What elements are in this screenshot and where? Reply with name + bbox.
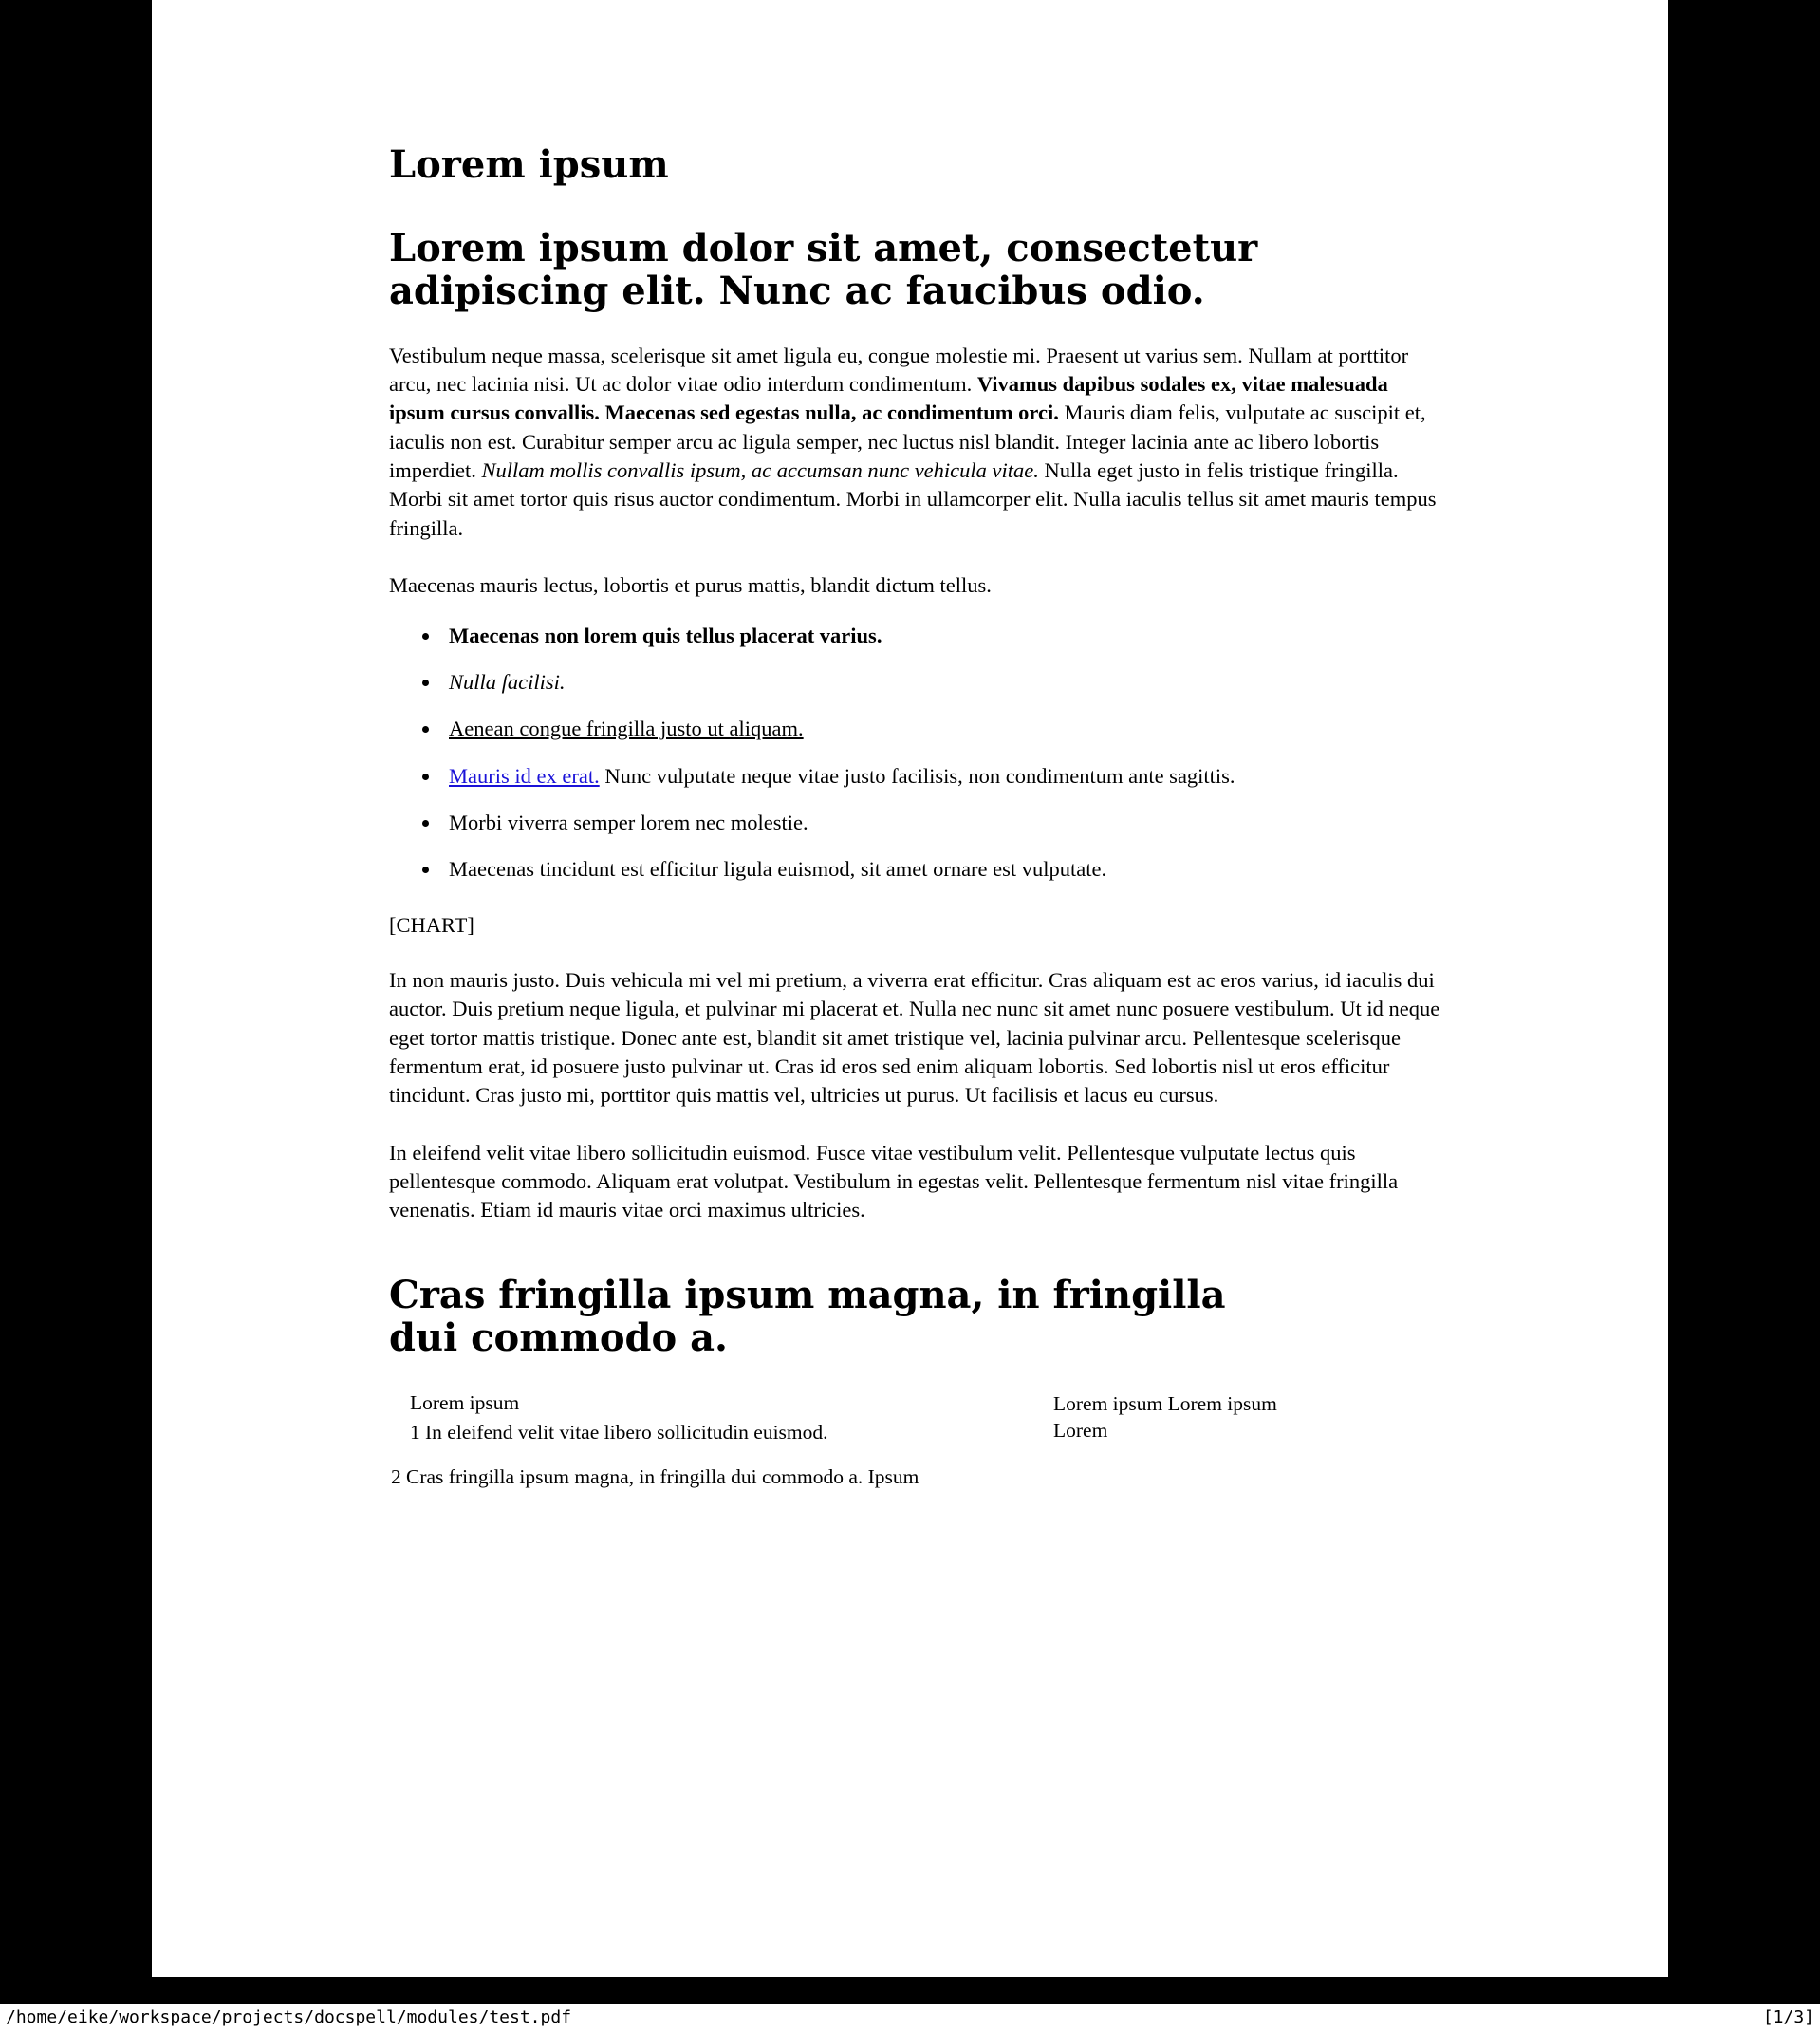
list-item-label: Nulla facilisi. [449,669,566,694]
paragraph-1-part-2: Mauris diam felis, vulputate ac suscipit et, iaculis non est. Curabitur semper arcu ac ligula semper, nec luctus nisl blandit. Integer lacinia ante ac libero lobortis imperdiet. [389,401,1426,483]
status-bar [0,2004,1820,2032]
table-cell-right [1053,1391,1442,1445]
page-title: Lorem ipsum [389,142,669,187]
paragraph-1 [389,342,1442,544]
table-row [389,1391,1442,1445]
list-item [441,855,1442,884]
row-marker: 1 [410,1421,420,1445]
table-cell-left-line1: Lorem ipsum [410,1391,520,1415]
table-cell-right-line2: Lorem [1053,1419,1108,1443]
list-item-label: Aenean congue fringilla justo ut aliquam. [449,717,804,741]
list-item [441,809,1442,837]
page-indicator: [1/3] [1762,2007,1814,2027]
table-cell-left-line2 [410,1421,1053,1445]
chart-placeholder: [CHART] [389,912,474,937]
document-page [152,0,1668,1977]
paragraph-3: In non mauris justo. Duis vehicula mi vel mi pretium, a viverra erat efficitur. Cras aliquam est ac eros varius, id iaculis dui auctor. Duis pretium neque ligula, et pulvinar mi placerat et. Nulla nec nunc sit amet nunc posuere vestibulum. Ut id neque eget tortor mattis tristique. Donec ante est, blandit sit amet tristique vel, lacinia pulvinar arcu. Pellentesque scelerisque fermentum erat, id posuere justo pulvinar ut. Cras id eros sed enim aliquam lobortis. Sed lobortis nisl ut eros efficitur tincidunt. Cras justo mi, porttitor quis mattis vel, ultricies ut purus. Ut facilisis et lacus eu cursus. [389,967,1440,1108]
document-subtitle: Lorem ipsum dolor sit amet, consectetur adipiscing elit. Nunc ac faucibus odio. [389,226,1258,313]
table-row-text: Cras fringilla ipsum magna, in fringilla dui commodo a. Ipsum [406,1465,919,1489]
table-cell-left [389,1391,1053,1445]
list-item [441,762,1442,791]
paragraph-1-italic: Nullam mollis convallis ipsum, ac accumsan nunc vehicula vitae. [481,458,1039,483]
list-item-label: Nunc vulputate neque vitae justo facilisis, non condimentum ante sagittis. [599,763,1235,788]
list-item-label: Maecenas non lorem quis tellus placerat varius. [449,623,882,647]
list-item-label: Maecenas tincidunt est efficitur ligula euismod, sit amet ornare est vulputate. [449,857,1107,882]
paragraph-4: In eleifend velit vitae libero sollicitudin euismod. Fusce vitae vestibulum velit. Pellentesque vulputate lectus quis pellentesque commodo. Aliquam erat volutpat. Vestibulum in egestas velit. Pellentesque fermentum nisl vitae fringilla venenatis. Etiam id mauris vitae orci maximus ultricies. [389,1140,1399,1222]
list-item [441,622,1442,650]
row-marker: 2 [391,1465,401,1489]
inline-link[interactable]: Mauris id ex erat. [449,763,600,788]
file-path-label: /home/eike/workspace/projects/docspell/modules/test.pdf [6,2007,572,2027]
footnote-table [389,1391,1442,1489]
paragraph-2: Maecenas mauris lectus, lobortis et purus mattis, blandit dictum tellus. [389,573,992,598]
table-cell-left-text: In eleifend velit vitae libero sollicitudin euismod. [425,1421,828,1445]
table-row [389,1465,1442,1489]
list-item [441,715,1442,743]
section-heading: Cras fringilla ipsum magna, in fringilla dui commodo a. [389,1272,1226,1360]
paragraph-1-part-3: Nulla eget justo in felis tristique fringilla. Morbi sit amet tortor quis risus auctor condimentum. Morbi in ullamcorper elit. Nulla iaculis tellus sit amet mauris tempus fringilla. [389,458,1437,540]
paragraph-1-bold: Vivamus dapibus sodales ex, vitae malesuada ipsum cursus convallis. Maecenas sed egestas nulla, ac condimentum orci. [389,371,1388,425]
bullet-list [389,622,1442,885]
paragraph-1-part-1: Vestibulum neque massa, scelerisque sit amet ligula eu, congue molestie mi. Praesent ut varius sem. Nullam at porttitor arcu, nec lacinia nisi. Ut ac dolor vitae odio interdum condimentum. [389,343,1409,396]
list-item [441,668,1442,697]
table-cell-right-line1: Lorem ipsum Lorem ipsum [1053,1392,1277,1416]
list-item-label: Morbi viverra semper lorem nec molestie. [449,811,808,835]
page-content [389,142,1442,1489]
